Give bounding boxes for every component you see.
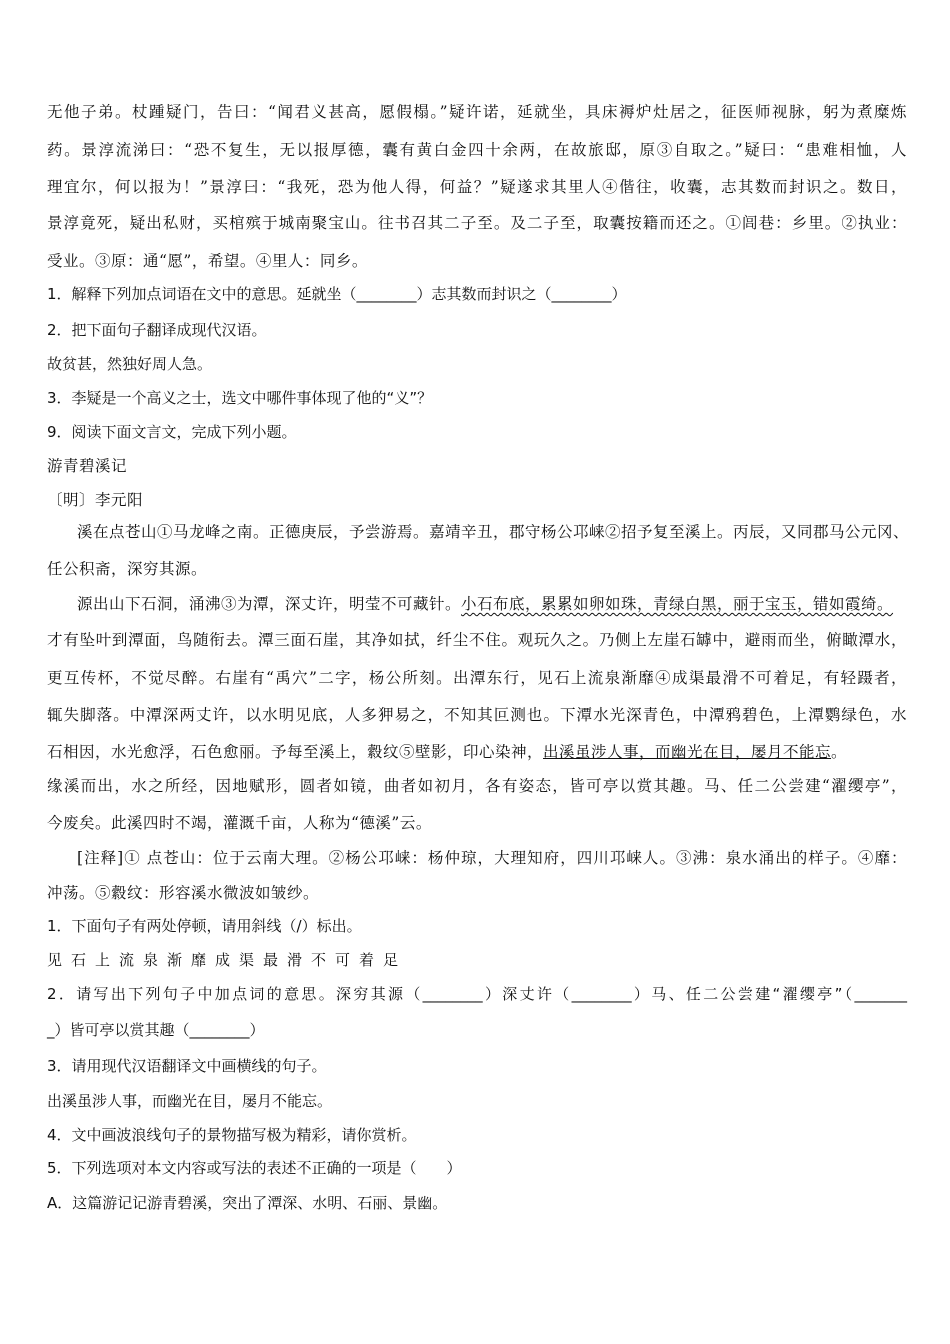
paragraph-2-line-5 — [47, 742, 907, 762]
paragraph-2-line-1 — [77, 594, 907, 614]
question-3: 3．李疑是一个高义之士，选文中哪件事体现了他的“义”？ — [47, 389, 433, 407]
essay-author: 〔明〕李元阳 — [47, 491, 144, 509]
sub-question-4: 4．文中画波浪线句子的景物描写极为精彩，请你赏析。 — [47, 1126, 417, 1144]
annotation-line-2: 冲荡。⑤縠纹：形容溪水微波如皱纱。 — [47, 884, 320, 902]
question-1: 1．解释下列加点词语在文中的意思。延就坐（________）志其数而封识之（________） — [47, 285, 627, 303]
passage-line-2: 药。景淳流涕曰：“恐不复生，无以报厚德，囊有黄白金四十余两，在故旅邸，原③自取之。”疑曰：“患难相恤，人 — [47, 141, 907, 159]
question-2-sentence: 故贫甚，然独好周人急。 — [47, 355, 213, 373]
annotation-line-1: [注释]① 点苍山：位于云南大理。②杨公邛崃：杨仲琼，大理知府，四川邛崃人。③沸：泉水涌出的样子。④靡： — [77, 849, 907, 867]
sub-question-3-sentence: 出溪虽涉人事，而幽光在目，屡月不能忘。 — [47, 1092, 333, 1110]
sub-question-3: 3．请用现代汉语翻译文中画横线的句子。 — [47, 1057, 327, 1075]
question-9: 9．阅读下面文言文，完成下列小题。 — [47, 423, 297, 441]
sub-question-2-line-2: _）皆可亭以赏其趣（________） — [47, 1021, 265, 1039]
paragraph-2-text: 源出山下石洞，涌沸③为潭，深丈许，明莹不可藏针。 — [77, 595, 462, 613]
sub-question-5: 5．下列选项对本文内容或写法的表述不正确的一项是（ ） — [47, 1159, 462, 1177]
wavy-underlined-sentence: 小石布底，累累如卵如珠，青绿白黑，丽于宝玉，错如霞绮。 — [461, 595, 894, 613]
passage-line-1: 无他子弟。杖踵疑门，告曰：“闻君义甚高，愿假榻。”疑许诺，延就坐，具床褥炉灶居之，征医师视脉，躬为煮糜炼 — [47, 103, 907, 121]
paragraph-2-line-7: 今废矣。此溪四时不竭，灌溉千亩，人称为“德溪”云。 — [47, 814, 432, 832]
option-a: A．这篇游记记游青碧溪，突出了潭深、水明、石丽、景幽。 — [47, 1194, 448, 1212]
paragraph-1-line-2: 任公积斋，深穷其源。 — [47, 560, 208, 578]
paragraph-2-text: 石相因，水光愈浮，石色愈丽。予每至溪上，縠纹⑤壁影，印心染神， — [47, 743, 544, 761]
underlined-sentence: 出溪虽涉人事，而幽光在目，屡月不能忘 — [543, 743, 832, 761]
paragraph-2-text: 。 — [831, 743, 848, 761]
sub-question-2-line-1: 2．请写出下列句子中加点词的意思。深穷其源（________）深丈许（________）马、任二公尝建“濯缨亭”（_______ — [47, 985, 907, 1003]
passage-line-3: 理宜尔，何以报为！”景淳曰：“我死，恐为他人得，何益？”疑遂求其里人④偕往，收囊，志其数而封识之。数日， — [47, 178, 907, 196]
paragraph-2-line-6: 缘溪而出，水之所经，因地赋形，圆者如镜，曲者如初月，各有姿态，皆可亭以赏其趣。马、任二公尝建“濯缨亭”， — [47, 777, 907, 795]
essay-title: 游青碧溪记 — [47, 457, 128, 475]
sub-question-1-sentence: 见石上流泉渐靡成渠最滑不可着足 — [47, 951, 408, 969]
passage-line-4: 景淳竟死，疑出私财，买棺殡于城南聚宝山。往书召其二子至。及二子至，取囊按籍而还之。①闾巷：乡里。②执业： — [47, 214, 907, 232]
paragraph-2-line-3: 更互传杯，不觉尽醉。右崖有“禹穴”二字，杨公所刻。出潭东行，见石上流泉渐靡④成渠最滑不可着足，有轻蹑者， — [47, 669, 907, 687]
paragraph-2-line-2: 才有坠叶到潭面，鸟随衔去。潭三面石崖，其净如拭，纤尘不住。观玩久之。乃侧上左崖石罅中，避雨而坐，俯瞰潭水， — [47, 631, 907, 649]
passage-notes-line: 受业。③原：通“愿”，希望。④里人：同乡。 — [47, 252, 368, 270]
question-2: 2．把下面句子翻译成现代汉语。 — [47, 321, 267, 339]
paragraph-1-line-1: 溪在点苍山①马龙峰之南。正德庚辰，予尝游焉。嘉靖辛丑，郡守杨公邛崃②招予复至溪上。丙辰，又同郡马公元冈、 — [77, 523, 910, 541]
sub-question-1: 1．下面句子有两处停顿，请用斜线（/）标出。 — [47, 917, 362, 935]
paragraph-2-line-4: 辄失脚落。中潭深两丈许，以水明见底，人多狎易之，不知其叵测也。下潭水光深青色，中潭鸦碧色，上潭鹦绿色，水 — [47, 706, 907, 724]
